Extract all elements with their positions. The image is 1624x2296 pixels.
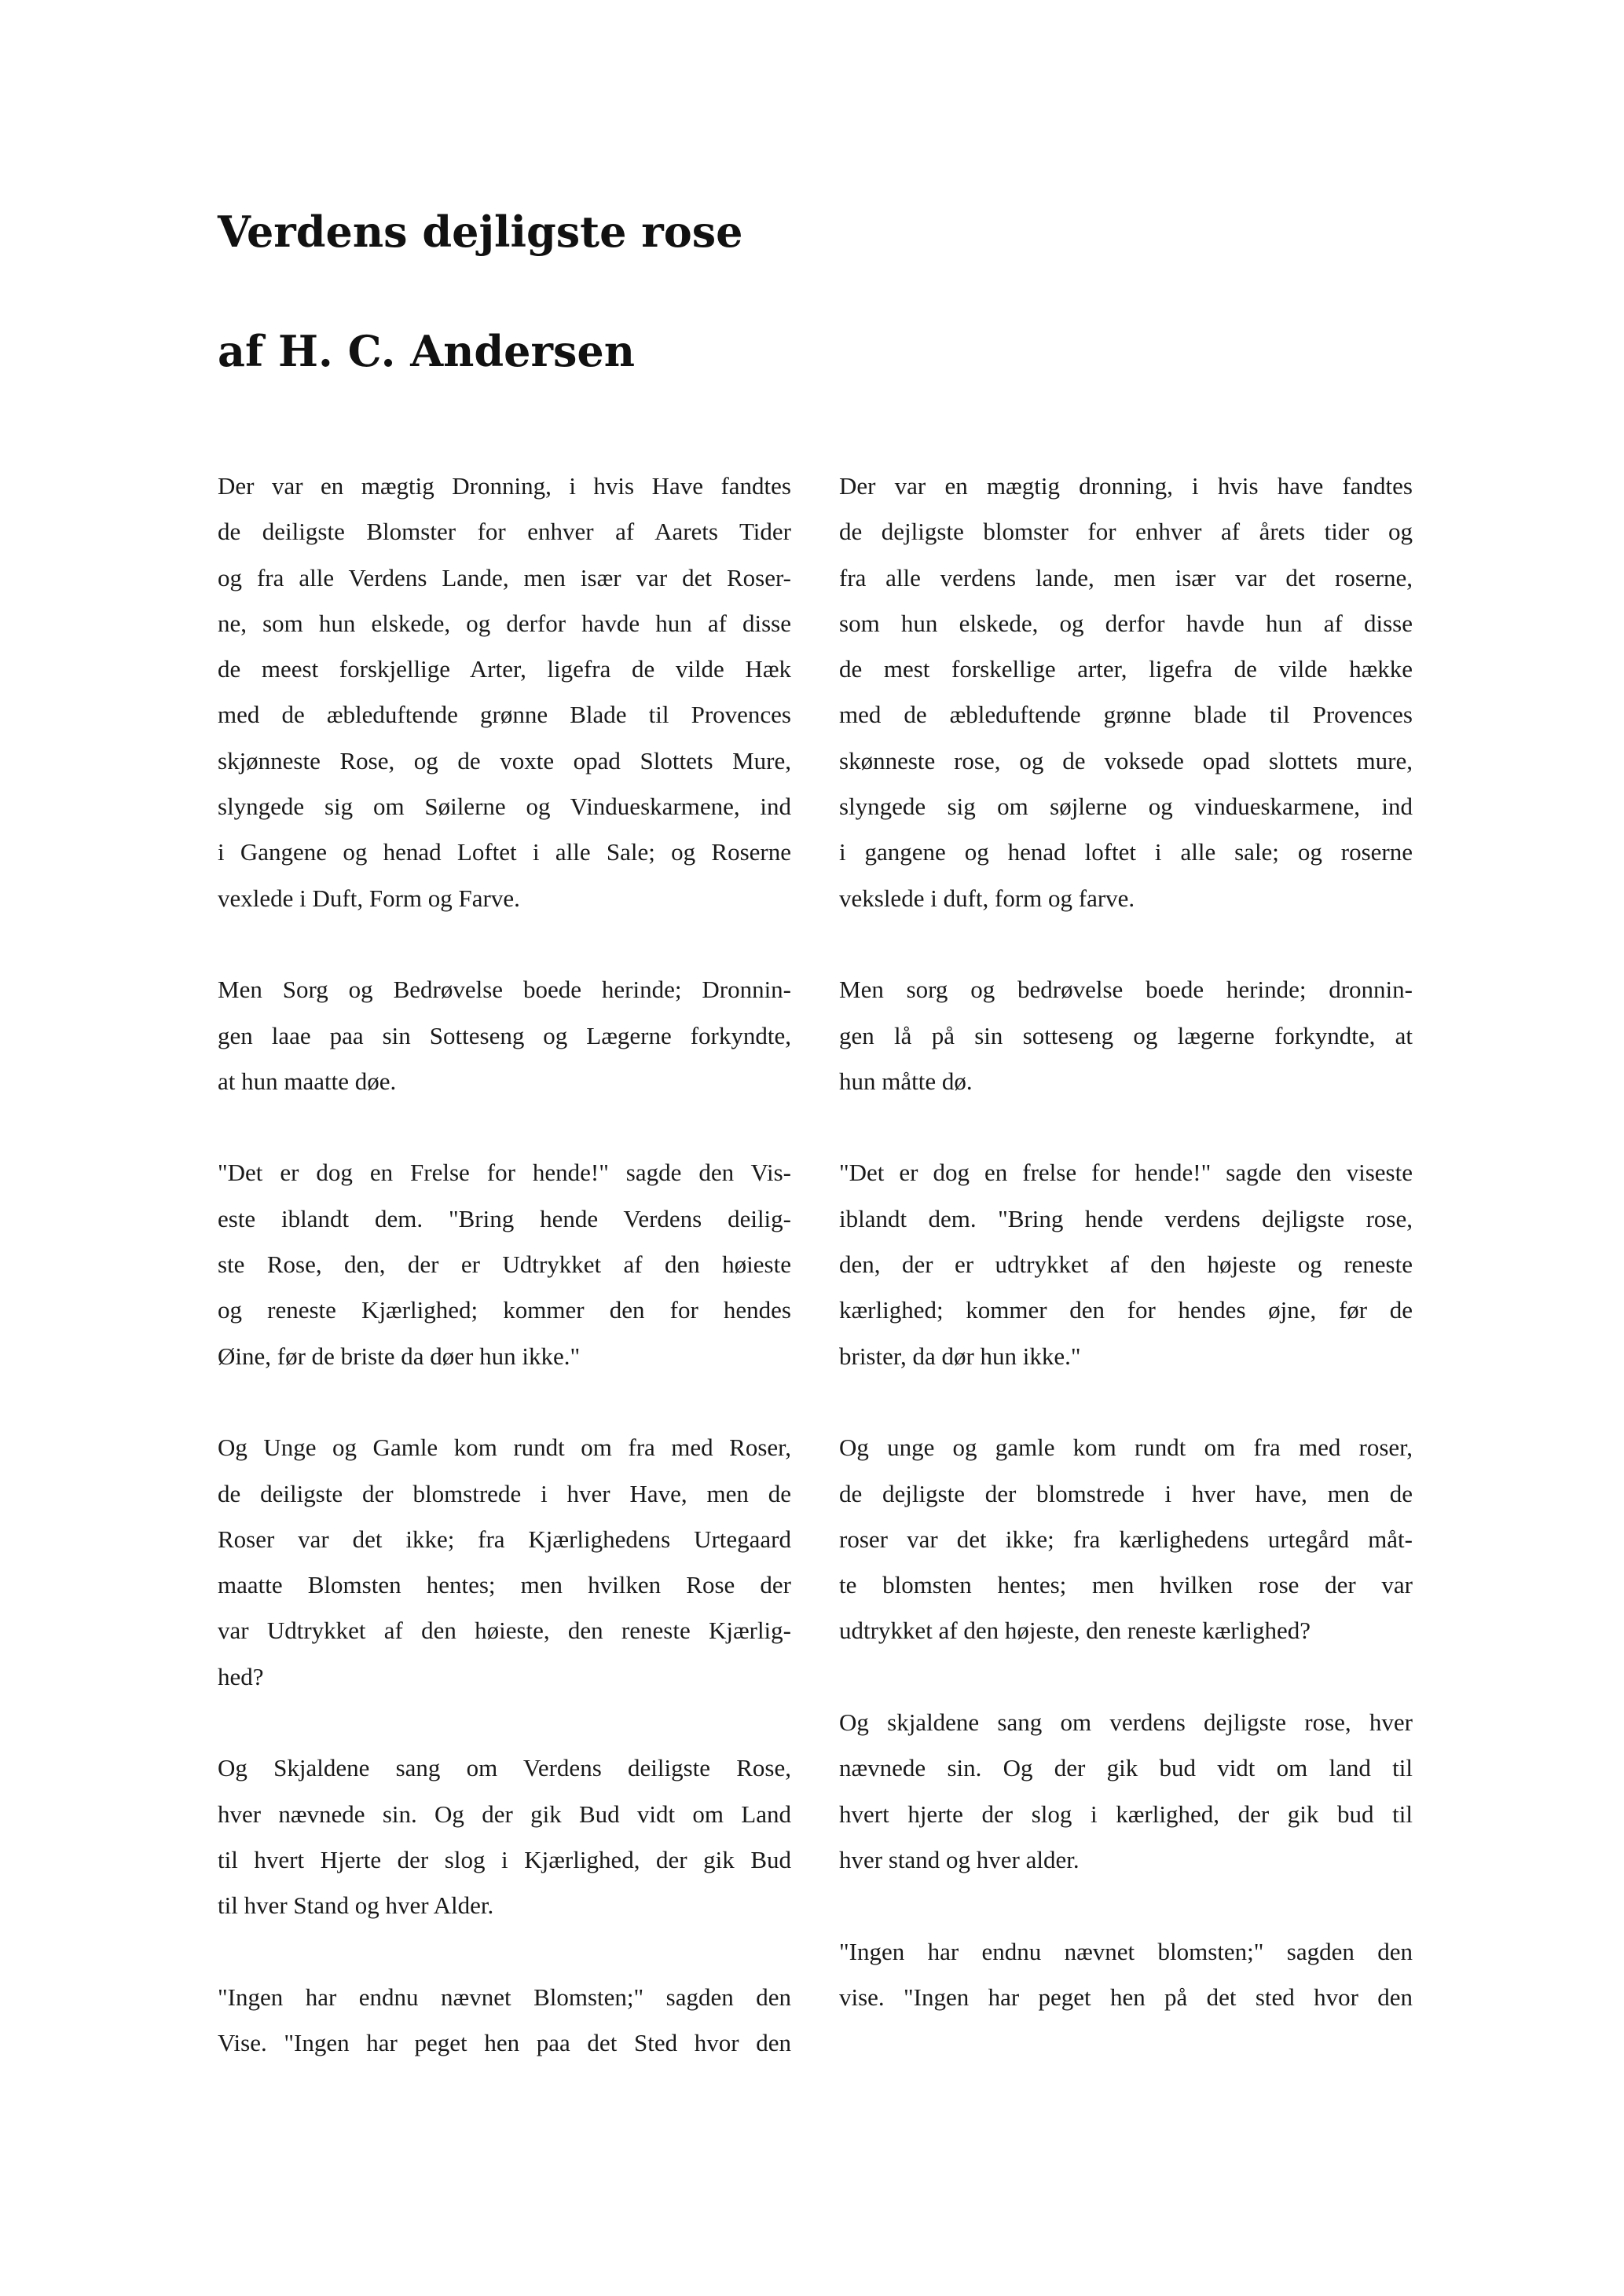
text-line: iblandt dem. "Bring hende verdens dejligste rose, xyxy=(839,1204,1413,1232)
text-line: til hver Stand og hver Alder. xyxy=(218,1891,494,1920)
text-line: roser var det ikke; fra kærlighedens urtegård måt- xyxy=(839,1525,1413,1553)
text-line: Og Skjaldene sang om Verdens deiligste Rose, xyxy=(218,1754,791,1782)
text-line: Og Unge og Gamle kom rundt om fra med Roser, xyxy=(218,1434,791,1462)
text-line: Der var en mægtig Dronning, i hvis Have fandtes xyxy=(218,472,791,500)
author-line: af H. C. Andersen xyxy=(218,326,636,376)
text-line: te blomsten hentes; men hvilken rose der var xyxy=(839,1571,1413,1599)
text-line: til hvert Hjerte der slog i Kjærlighed, der gik Bud xyxy=(218,1845,791,1873)
text-line: som hun elskede, og derfor havde hun af disse xyxy=(839,609,1413,637)
text-line: med de æbleduftende grønne Blade til Provences xyxy=(218,701,791,729)
text-line: skønneste rose, og de voksede opad slottets mure, xyxy=(839,746,1413,774)
text-line: de meest forskjellige Arter, ligefra de vilde Hæk xyxy=(218,655,791,683)
text-line: og reneste Kjærlighed; kommer den for hendes xyxy=(218,1296,791,1324)
text-line: ste Rose, den, der er Udtrykket af den høieste xyxy=(218,1251,791,1279)
text-line: var Udtrykket af den høieste, den reneste Kjærlig- xyxy=(218,1617,791,1645)
text-line: i gangene og henad loftet i alle sale; og roserne xyxy=(839,838,1413,866)
text-line: gen laae paa sin Sotteseng og Lægerne forkyndte, xyxy=(218,1021,791,1049)
text-line: de deiligste Blomster for enhver af Aarets Tider xyxy=(218,518,791,546)
text-line: vexlede i Duft, Form og Farve. xyxy=(218,884,520,912)
text-line: at hun maatte døe. xyxy=(218,1067,397,1095)
text-line: Øine, før de briste da døer hun ikke." xyxy=(218,1342,581,1370)
text-line: nævnede sin. Og der gik bud vidt om land til xyxy=(839,1754,1413,1782)
paragraph xyxy=(839,1150,1413,1379)
text-line: brister, da dør hun ikke." xyxy=(839,1342,1081,1370)
paragraph xyxy=(839,967,1413,1104)
paragraph xyxy=(839,1700,1413,1883)
paragraph xyxy=(218,1425,791,1700)
text-line: "Det er dog en frelse for hende!" sagde den viseste xyxy=(839,1159,1413,1187)
paragraph xyxy=(839,463,1413,921)
text-line: slyngede sig om Søilerne og Vindueskarmene, ind xyxy=(218,793,791,821)
text-line: skjønneste Rose, og de voxte opad Slottets Mure, xyxy=(218,746,791,774)
text-line: i Gangene og henad Loftet i alle Sale; og Roserne xyxy=(218,838,791,866)
left-column-old-orthography xyxy=(218,463,791,2112)
text-line: hun måtte dø. xyxy=(839,1067,973,1095)
text-line: fra alle verdens lande, men især var det roserne, xyxy=(839,563,1413,591)
text-line: Vise. "Ingen har peget hen paa det Sted hvor den xyxy=(218,2029,791,2057)
text-line: hver stand og hver alder. xyxy=(839,1845,1080,1873)
paragraph xyxy=(839,1425,1413,1653)
text-line: de deiligste der blomstrede i hver Have, men de xyxy=(218,1479,791,1507)
paragraph xyxy=(218,1150,791,1379)
text-line: slyngede sig om søjlerne og vindueskarmene, ind xyxy=(839,793,1413,821)
text-line: "Det er dog en Frelse for hende!" sagde den Vis- xyxy=(218,1159,791,1187)
paragraph xyxy=(839,1929,1413,2021)
text-line: "Ingen har endnu nævnet blomsten;" sagden den xyxy=(839,1937,1413,1965)
text-line: kærlighed; kommer den for hendes øjne, før de xyxy=(839,1296,1413,1324)
text-line: Og skjaldene sang om verdens dejligste rose, hver xyxy=(839,1708,1413,1737)
text-line: den, der er udtrykket af den højeste og reneste xyxy=(839,1251,1413,1279)
text-line: med de æbleduftende grønne blade til Provences xyxy=(839,701,1413,729)
text-line: hver nævnede sin. Og der gik Bud vidt om Land xyxy=(218,1800,791,1828)
text-line: de dejligste blomster for enhver af årets tider og xyxy=(839,518,1413,546)
paragraph xyxy=(218,1975,791,2067)
paragraph xyxy=(218,967,791,1104)
text-line: de mest forskellige arter, ligefra de vilde hække xyxy=(839,655,1413,683)
text-line: "Ingen har endnu nævnet Blomsten;" sagden den xyxy=(218,1983,791,2011)
text-line: hed? xyxy=(218,1662,264,1690)
right-column-modern-orthography xyxy=(839,463,1413,2066)
paragraph xyxy=(218,463,791,921)
text-line: Men Sorg og Bedrøvelse boede herinde; Dronnin- xyxy=(218,976,791,1004)
text-line: hvert hjerte der slog i kærlighed, der gik bud til xyxy=(839,1800,1413,1828)
text-line: este iblandt dem. "Bring hende Verdens deilig- xyxy=(218,1204,791,1232)
page-title: Verdens dejligste rose xyxy=(218,207,743,257)
text-line: vekslede i duft, form og farve. xyxy=(839,884,1135,912)
text-line: ne, som hun elskede, og derfor havde hun af disse xyxy=(218,609,791,637)
text-line: og fra alle Verdens Lande, men især var det Roser- xyxy=(218,563,791,591)
text-line: udtrykket af den højeste, den reneste kærlighed? xyxy=(839,1617,1311,1645)
paragraph xyxy=(218,1745,791,1928)
text-line: Og unge og gamle kom rundt om fra med roser, xyxy=(839,1434,1413,1462)
text-line: vise. "Ingen har peget hen på det sted hvor den xyxy=(839,1983,1413,2011)
text-line: gen lå på sin sotteseng og lægerne forkyndte, at xyxy=(839,1021,1413,1049)
text-line: Der var en mægtig dronning, i hvis have fandtes xyxy=(839,472,1413,500)
text-line: maatte Blomsten hentes; men hvilken Rose der xyxy=(218,1571,791,1599)
text-line: de dejligste der blomstrede i hver have, men de xyxy=(839,1479,1413,1507)
text-line: Men sorg og bedrøvelse boede herinde; dronnin- xyxy=(839,976,1413,1004)
text-line: Roser var det ikke; fra Kjærlighedens Urtegaard xyxy=(218,1525,791,1553)
